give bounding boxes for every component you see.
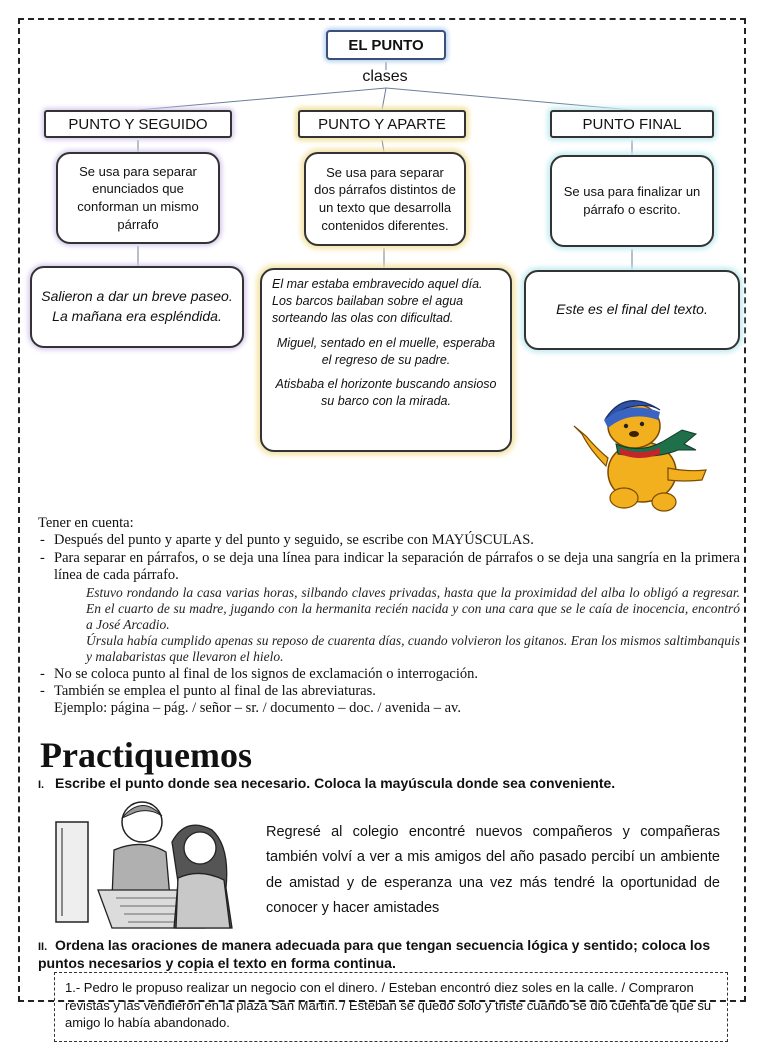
example-text: Este es el final del texto. (556, 301, 708, 318)
example-punto-y-aparte (260, 268, 512, 452)
exercise-2-item: 1.- Pedro le propuso realizar un negocio con el dinero. / Esteban encontró diez soles en la calle. / Compraron revistas y las vendieron en la plaza San Martín. / Esteban se quedó solo y triste cuando se dio cuenta de que su amigo lo había abandonado. (54, 972, 728, 1042)
exercise-1-passage: Regresé al colegio encontré nuevos compañeros y compañeras también volví a ver a mis amigos del año pasado percibí un ambiente de amistad y de esperanza una vez más tendré la oportunidad de conocer y hacer amistades (266, 824, 720, 917)
exercise-instruction-text: Ordena las oraciones de manera adecuada para que tengan secuencia lógica y sentido; coloca los puntos necesarios y copia el texto en forma continua. (38, 937, 711, 972)
note-item: - También se emplea el punto al final de las abreviaturas. (38, 683, 740, 700)
branch-punto-final: PUNTO FINAL (550, 110, 714, 138)
note-item: - No se coloca punto al final de los signos de exclamación o interrogación. (38, 666, 740, 683)
definition-punto-y-aparte: Se usa para separar dos párrafos distintos de un texto que desarrolla contenidos diferentes. (304, 152, 466, 246)
branch-punto-y-seguido: PUNTO Y SEGUIDO (44, 110, 232, 138)
quote-paragraph: Úrsula había cumplido apenas su reposo de cuarenta días, cuando volvieron los gitanos. Eran los mismos saltimbanquis y malabaristas que llevaron el hielo. (86, 633, 740, 665)
exercise-number: II. (38, 941, 48, 953)
map-title: EL PUNTO (326, 30, 446, 60)
example-punto-y-seguido (30, 266, 244, 348)
students-illustration (54, 798, 240, 934)
abbreviation-example: Ejemplo: página – pág. / señor – sr. / documento – doc. / avenida – av. (54, 700, 461, 717)
bear-illustration (556, 388, 716, 516)
example-paragraph: Miguel, sentado en el muelle, esperaba el regreso de su padre. (276, 335, 496, 367)
exercise-instruction-text: Escribe el punto donde sea necesario. Coloca la mayúscula donde sea conveniente. (55, 775, 616, 791)
example-text: Salieron a dar un breve paseo. La mañana era espléndida. (41, 288, 233, 324)
definition-punto-y-seguido: Se usa para separar enunciados que conforman un mismo párrafo (56, 152, 220, 244)
example-punto-final (524, 270, 740, 350)
quote-paragraph: Estuvo rondando la casa varias horas, silbando claves privadas, hasta que la proximidad del alba lo obligó a regresar. En el cuarto de su madre, jugando con la hermanita recién nacida y con una cara que se le caía de inocencia, encontró a José Arcadio. (86, 584, 740, 632)
definition-punto-final: Se usa para finalizar un párrafo o escrito. (550, 155, 714, 247)
note-item: - Después del punto y aparte y del punto y seguido, se escribe con MAYÚSCULAS. (38, 532, 740, 549)
exercise-number: I. (38, 779, 45, 791)
exercise-2-instruction (38, 936, 738, 972)
example-paragraph: El mar estaba embravecido aquel día. Los barcos bailaban sobre el agua sorteando las olas con dificultad. (272, 277, 483, 325)
notes-heading: Tener en cuenta: (38, 515, 134, 531)
note-item: - Para separar en párrafos, o se deja una línea para indicar la separación de párrafos o se deja una sangría en la primera línea de cada párrafo. (38, 550, 740, 585)
notes-section (38, 515, 740, 718)
exercise-1-instruction (38, 774, 738, 792)
example-paragraph: Atisbaba el horizonte buscando ansioso su barco con la mirada. (275, 377, 497, 409)
map-connector-label: clases (362, 68, 408, 85)
branch-punto-y-aparte: PUNTO Y APARTE (298, 110, 466, 138)
quote-example (38, 585, 740, 666)
practice-heading: Practiquemos (40, 735, 252, 775)
